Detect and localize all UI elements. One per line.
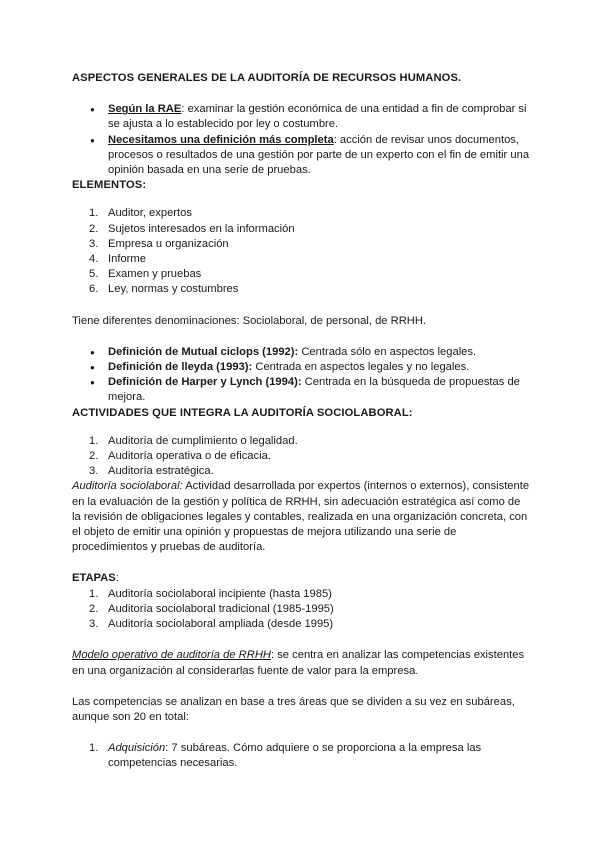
definition-term: Según la RAE <box>108 103 182 116</box>
autores-list <box>72 345 532 406</box>
list-item: ● Definición de lleyda (1993): Centrada en aspectos legales y no legales. <box>72 360 532 375</box>
list-item: 2. Sujetos interesados en la información <box>89 222 295 235</box>
list-item: 5. Examen y pruebas <box>89 268 202 281</box>
elementos-list <box>72 206 532 297</box>
document-body <box>72 71 532 772</box>
actividades-list <box>72 434 532 480</box>
etapas-list <box>72 587 532 633</box>
list-item: 2. Auditoría sociolaboral tradicional (1985-1995) <box>89 602 334 615</box>
modelo-paragraph: Modelo operativo de auditoría de RRHH: se centra en analizar las competencias existentes en una organización al considerarlas fuente de valor para la empresa. <box>72 649 525 677</box>
list-item: 1. Auditoría de cumplimiento o legalidad. <box>89 434 298 447</box>
list-item: 1. Auditoría sociolaboral incipiente (hasta 1985) <box>89 587 332 600</box>
list-item: 6. Ley, normas y costumbres <box>89 283 239 296</box>
list-item: 2. Auditoría operativa o de eficacia. <box>89 450 271 463</box>
section-heading-elementos: ELEMENTOS: <box>72 179 147 192</box>
definition-text: : examinar la gestión económica de una entidad a fin de comprobar si se ajusta a lo establecido por ley o costumbre. <box>108 103 527 131</box>
section-heading-actividades: ACTIVIDADES QUE INTEGRA LA AUDITORÍA SOCIOLABORAL: <box>72 406 413 419</box>
areas-list <box>72 741 532 771</box>
section-heading-etapas: ETAPAS: <box>72 572 119 585</box>
list-item: 3. Auditoría estratégica. <box>89 465 214 478</box>
definition-text: : acción de revisar unos documentos, procesos o resultados de una gestión por parte de un experto con el fin de emitir una opinión basada en una serie de pruebas. <box>108 133 530 177</box>
list-item <box>72 133 532 179</box>
list-item: ● Definición de Harper y Lynch (1994): Centrada en la búsqueda de propuestas de mejora. <box>72 375 532 405</box>
competencias-paragraph: Las competencias se analizan en base a tres áreas que se dividen a su vez en subáreas, aunque son 20 en total: <box>72 695 515 723</box>
list-item: ● Definición de Mutual ciclops (1992): Centrada sólo en aspectos legales. <box>72 345 532 360</box>
sociolaboral-paragraph: Auditoría sociolaboral: Actividad desarrollada por expertos (internos o externos), consistente en la evaluación de la gestión y política de RRHH, sin adecuación estratégica así como de la revisión de obligaciones legales y contables, realizada en una organización concreta, con el objeto de emitir una opinión y propuestas de mejora utilizando una serie de procedimientos y pruebas de auditoría. <box>72 480 530 554</box>
denominaciones-paragraph: Tiene diferentes denominaciones: Sociolaboral, de personal, de RRHH. <box>72 314 427 327</box>
list-item: 1. Adquisición: 7 subáreas. Cómo adquiere o se proporciona a la empresa las competencias necesarias. <box>89 742 482 770</box>
list-item: 4. Informe <box>89 253 146 266</box>
list-item: 3. Empresa u organización <box>89 237 229 250</box>
list-item: 1. Auditor, expertos <box>89 207 192 220</box>
page-title: ASPECTOS GENERALES DE LA AUDITORÍA DE RECURSOS HUMANOS. <box>72 72 462 84</box>
definition-term: Necesitamos una definición más completa <box>108 133 334 146</box>
list-item: 3. Auditoría sociolaboral ampliada (desde 1995) <box>89 618 334 631</box>
definitions-list <box>72 102 532 178</box>
list-item <box>72 102 532 132</box>
